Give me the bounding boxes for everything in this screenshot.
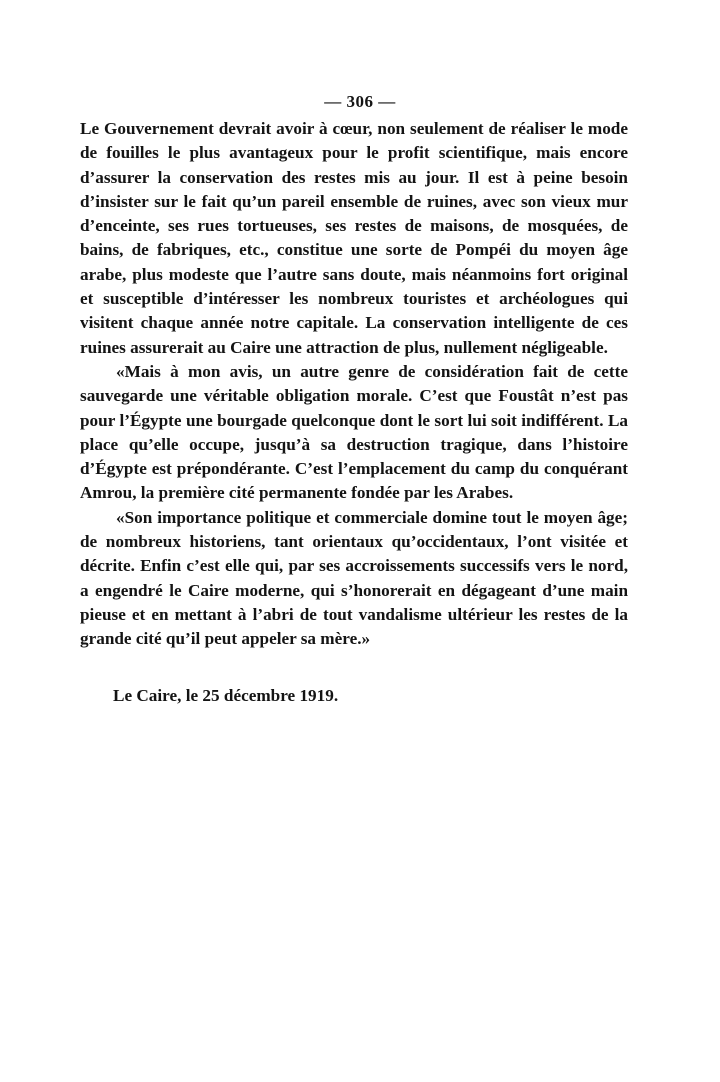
body-text [80, 117, 628, 652]
paragraph-conservation: Le Gouvernement devrait avoir à cœur, non seulement de réaliser le mode de fouilles le plus avantageux pour le profit scientifique, mais encore d’assurer la conservation des restes mis au jour. Il est à peine besoin d’insister sur le fait qu’un pareil ensemble de ruines, avec son vieux mur d’enceinte, ses rues tortueuses, ses restes de maisons, de mosquées, de bains, de fabriques, etc., constitue une sorte de Pompéi du moyen âge arabe, plus modeste que l’autre sans doute, mais néanmoins fort original et susceptible d’intéresser les nombreux touristes et archéologues qui visitent chaque année notre capitale. La conservation intelligente de ces ruines assurerait au Caire une attraction de plus, nullement négligeable. [80, 119, 628, 357]
page-number: — 306 — [324, 92, 396, 111]
place-date-signature: Le Caire, le 25 décembre 1919. [113, 686, 339, 705]
paragraph-historical-importance: «Son importance politique et commerciale domine tout le moyen âge; de nombreux historiens, tant orientaux qu’occidentaux, l’ont visitée et décrite. Enfin c’est elle qui, par ses accroissements successifs vers le nord, a engendré le Caire moderne, qui s’honorerait en dégageant d’une main pieuse et en mettant à l’abri de tout vandalisme ultérieur les restes de la grande cité qu’il peut appeler sa mère.» [80, 507, 628, 649]
paragraph-moral-obligation: «Mais à mon avis, un autre genre de considération fait de cette sauvegarde une véritable obligation morale. C’est que Foustât n’est pas pour l’Égypte une bourgade quelconque dont le sort lui soit indifférent. La place qu’elle occupe, jusqu’à sa destruction tragique, dans l’histoire d’Égypte est prépondérante. C’est l’emplacement du camp du conquérant Amrou, la première cité permanente fondée par les Arabes. [80, 361, 628, 503]
